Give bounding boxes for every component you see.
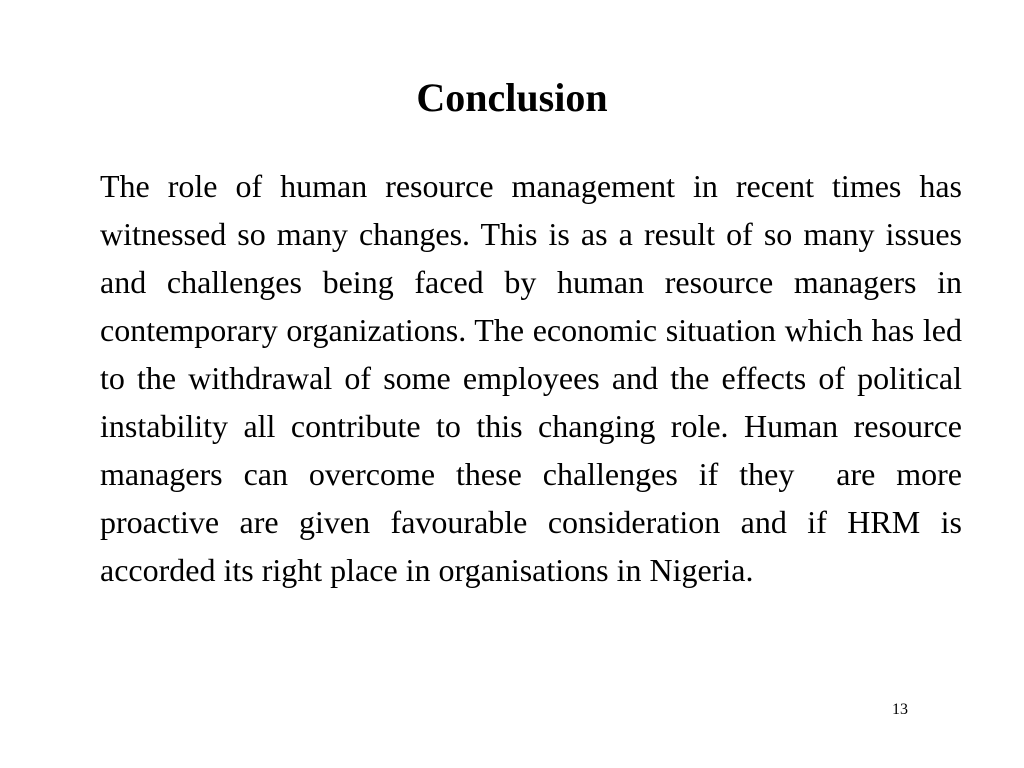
slide-title: Conclusion — [416, 75, 608, 120]
page-number: 13 — [892, 701, 908, 718]
slide-body-paragraph: The role of human resource management in recent times has witnessed so many changes. This is as a result of so many issues and challenges being faced by human resource managers in contemporary organizations. The economic situation which has led to the withdrawal of some employees and the effects of political instability all contribute to this changing role. Human resource managers can overcome these challenges if they are more proactive are given favourable consideration and if HRM is accorded its right place in organisations in Nigeria. — [100, 168, 970, 588]
